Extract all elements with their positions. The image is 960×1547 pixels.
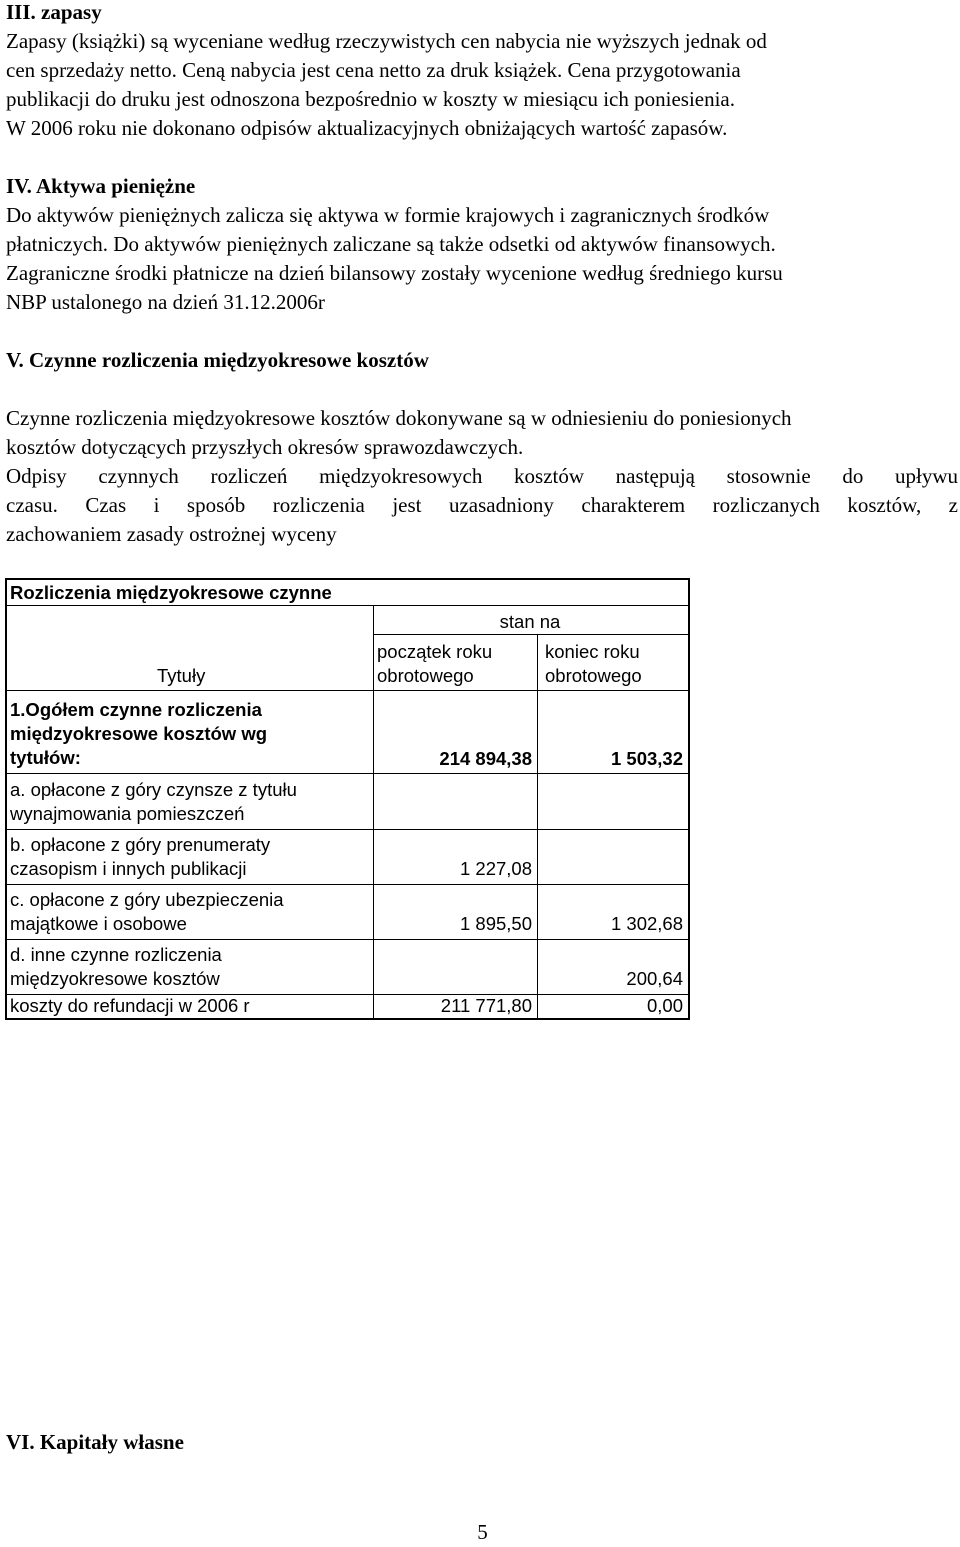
table-title: Rozliczenia międzyokresowe czynne (10, 582, 332, 603)
table-border (5, 578, 690, 580)
paragraph-line: Do aktywów pieniężnych zalicza się aktywa w formie krajowych i zagranicznych środków (6, 203, 770, 227)
table-cell-start: 211 771,80 (440, 995, 532, 1016)
section-heading-czynne: V. Czynne rozliczenia międzyokresowe kosztów (6, 348, 429, 372)
table-rule (373, 634, 690, 635)
table-border (688, 578, 690, 1020)
start-col-header-line: obrotowego (377, 665, 474, 686)
paragraph-line: Zagraniczne środki płatnicze na dzień bilansowy zostały wycenione według średniego kursu (6, 261, 783, 285)
label-line: d. inne czynne rozliczenia (10, 944, 222, 965)
label-line: czasopism i innych publikacji (10, 858, 247, 879)
table-row-label: koszty do refundacji w 2006 r (10, 995, 250, 1016)
section-aktywa-pieniezne (6, 172, 956, 317)
table-rule (5, 884, 690, 885)
table-row-label (10, 698, 267, 770)
stan-na-header: stan na (499, 611, 561, 632)
table-border (5, 1018, 690, 1020)
paragraph-line: Odpisy czynnych rozliczeń międzyokresowych kosztów następują stosownie do upływu (6, 464, 958, 488)
label-line: majątkowe i osobowe (10, 913, 187, 934)
label-line: 1.Ogółem czynne rozliczenia (10, 699, 262, 720)
paragraph-line: Czynne rozliczenia międzyokresowe kosztów dokonywane są w odniesieniu do poniesionych (6, 406, 792, 430)
table-border (5, 578, 7, 1020)
section-czynne-body (6, 404, 958, 549)
label-line: tytułów: (10, 747, 81, 768)
start-col-header-line: początek roku (377, 641, 493, 662)
label-line: międzyokresowe kosztów (10, 968, 220, 989)
section-zapasy (6, 0, 956, 143)
table-row-label (10, 888, 284, 936)
page-number: 5 (477, 1520, 488, 1544)
label-line: b. opłacone z góry prenumeraty (10, 834, 271, 855)
table-row-label (10, 778, 297, 826)
paragraph-line: czasu. Czas i sposób rozliczenia jest uzasadniony charakterem rozliczanych kosztów, z (6, 493, 958, 517)
label-line: wynajmowania pomieszczeń (10, 803, 245, 824)
table-row-label (10, 943, 222, 991)
end-col-header (545, 640, 642, 688)
prepayments-table (5, 578, 690, 1020)
table-rule (5, 690, 690, 691)
paragraph-line: zachowaniem zasady ostrożnej wyceny (6, 522, 337, 546)
table-cell-start: 1 227,08 (459, 858, 532, 879)
tytuly-header: Tytuły (157, 665, 206, 686)
section-heading-zapasy: III. zapasy (6, 0, 102, 24)
table-cell-end: 1 302,68 (610, 913, 683, 934)
table-rule (373, 605, 374, 1019)
paragraph-line: płatniczych. Do aktywów pieniężnych zaliczane są także odsetki od aktywów finansowych. (6, 232, 776, 256)
section-heading-aktywa: IV. Aktywa pieniężne (6, 174, 196, 198)
paragraph-line: Zapasy (książki) są wyceniane według rzeczywistych cen nabycia nie wyższych jednak od (6, 29, 767, 53)
paragraph-line: NBP ustalonego na dzień 31.12.2006r (6, 290, 325, 314)
table-row-label (10, 833, 270, 881)
label-line: c. opłacone z góry ubezpieczenia (10, 889, 284, 910)
paragraph-line: kosztów dotyczących przyszłych okresów sprawozdawczych. (6, 435, 524, 459)
section-heading-kapitaly: VI. Kapitały własne (6, 1430, 184, 1454)
table-rule (5, 829, 690, 830)
table-cell-start: 214 894,38 (439, 748, 532, 769)
table-cell-end: 1 503,32 (610, 748, 683, 769)
paragraph-line: W 2006 roku nie dokonano odpisów aktualizacyjnych obniżających wartość zapasów. (6, 116, 728, 140)
table-cell-end: 0,00 (646, 995, 683, 1016)
table-cell-start: 1 895,50 (459, 913, 532, 934)
table-rule (5, 773, 690, 774)
paragraph-line: publikacji do druku jest odnoszona bezpośrednio w koszty w miesiącu ich poniesienia. (6, 87, 736, 111)
end-col-header-line: obrotowego (545, 665, 642, 686)
paragraph-line: cen sprzedaży netto. Ceną nabycia jest cena netto za druk książek. Cena przygotowania (6, 58, 741, 82)
table-rule (5, 605, 690, 606)
end-col-header-line: koniec roku (545, 641, 640, 662)
table-rule (537, 634, 538, 1019)
label-line: międzyokresowe kosztów wg (10, 723, 268, 744)
table-rule (5, 939, 690, 940)
label-line: a. opłacone z góry czynsze z tytułu (10, 779, 297, 800)
section-czynne-rozliczenia (6, 346, 956, 375)
table-cell-end: 200,64 (626, 968, 683, 989)
section-kapitaly (6, 1428, 184, 1457)
start-col-header (377, 640, 492, 688)
